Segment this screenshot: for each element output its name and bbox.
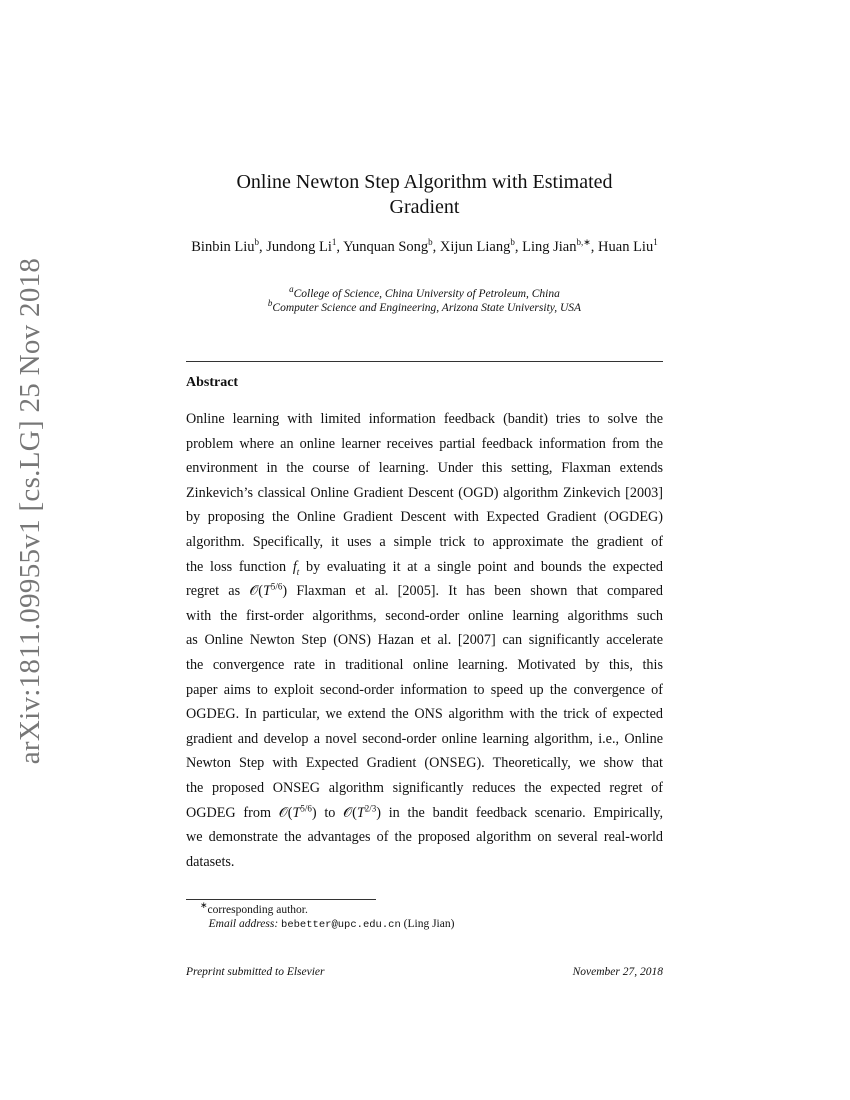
author-name: Yunquan Song$^b$: [343, 237, 433, 255]
abstract-top-rule: [186, 361, 663, 362]
abstract-line: datasets.: [186, 853, 235, 870]
preprint-notice: Preprint submitted to Elsevier: [186, 966, 325, 978]
submission-date: November 27, 2018: [572, 966, 663, 978]
abstract-line: by proposing the Online Gradient Descent with Expected Gradient (OGDEG): [186, 509, 663, 526]
author-name: Binbin Liu$^b$: [191, 237, 260, 255]
abstract-line: algorithm. Specifically, it uses a simple trick to approximate the gradient of: [186, 533, 663, 550]
abstract-body: [186, 407, 663, 874]
affiliation: $^b$Computer Science and Engineering, Arizona State University, USA: [267, 298, 582, 314]
abstract-line: Zinkevich’s classical Online Gradient Descent (OGD) algorithm Zinkevich [2003]: [186, 484, 663, 501]
abstract-line: with the first-order algorithms, second-order online learning algorithms such: [186, 607, 663, 624]
title-line-1: Online Newton Step Algorithm with Estimated: [236, 171, 613, 193]
footnote-corresponding: ∗corresponding author.: [200, 900, 308, 916]
abstract-line: environment in the course of learning. Under this setting, Flaxman extends: [186, 460, 663, 477]
abstract-line: the proposed ONSEG algorithm significantly reduces the expected regret of: [186, 779, 663, 796]
author-name: Xijun Liang$^b$: [439, 237, 515, 255]
affiliation-list: [186, 284, 663, 315]
author-name: Huan Liu$^1$: [598, 237, 658, 255]
abstract-line: as Online Newton Step (ONS) Hazan et al. [2007] can significantly accelerate: [186, 632, 663, 649]
abstract-line: problem where an online learner receives partial feedback information from the: [186, 435, 663, 452]
paper-title: [186, 170, 663, 220]
abstract-line: the loss function $f_t$ by evaluating it at a single point and bounds the expected: [186, 558, 663, 577]
author-name: Ling Jian$^{b,∗}$: [522, 237, 591, 255]
title-line-2: Gradient: [389, 196, 460, 218]
abstract-line: regret as $𝒪(T^{5/6})$ Flaxman et al. [2005]. It has been shown that compared: [186, 581, 663, 600]
email-link[interactable]: bebetter@upc.edu.cn: [281, 919, 401, 931]
arxiv-identifier: arXiv:1811.09955v1 [cs.LG] 25 Nov 2018: [14, 257, 46, 765]
abstract-line: Online learning with limited information feedback (bandit) tries to solve the: [186, 411, 663, 427]
abstract-line: OGDEG. In particular, we extend the ONS algorithm with the trick of expected: [186, 706, 663, 723]
abstract-line: gradient and develop a novel second-order online learning algorithm, i.e., Online: [186, 730, 663, 747]
affiliation: $^a$College of Science, China University of Petroleum, China: [289, 284, 560, 300]
abstract-line: OGDEG from $𝒪(T^{5/6})$ to $𝒪(T^{2/3})$ in the bandit feedback scenario. Empirically,: [186, 802, 663, 821]
author-list: Binbin Liu$^b$, Jundong Li$^1$, Yunquan Song$^b$, Xijun Liang$^b$, Ling Jian$^{b,∗}$, Huan Liu$^1$: [191, 237, 658, 255]
footnote-email: Email address: bebetter@upc.edu.cn (Ling Jian): [208, 918, 455, 931]
abstract-heading: Abstract: [186, 375, 239, 390]
footnote-rule: [186, 899, 376, 900]
author-name: Jundong Li$^1$: [266, 237, 337, 255]
abstract-line: we demonstrate the advantages of the proposed algorithm on several real-world: [186, 829, 663, 846]
abstract-line: the convergence rate in traditional online learning. Motivated by this, this: [186, 656, 663, 673]
footnote: [200, 900, 455, 932]
abstract-line: paper aims to exploit second-order information to speed up the convergence of: [186, 681, 663, 698]
abstract-line: Newton Step with Expected Gradient (ONSEG). Theoretically, we show that: [186, 755, 663, 772]
